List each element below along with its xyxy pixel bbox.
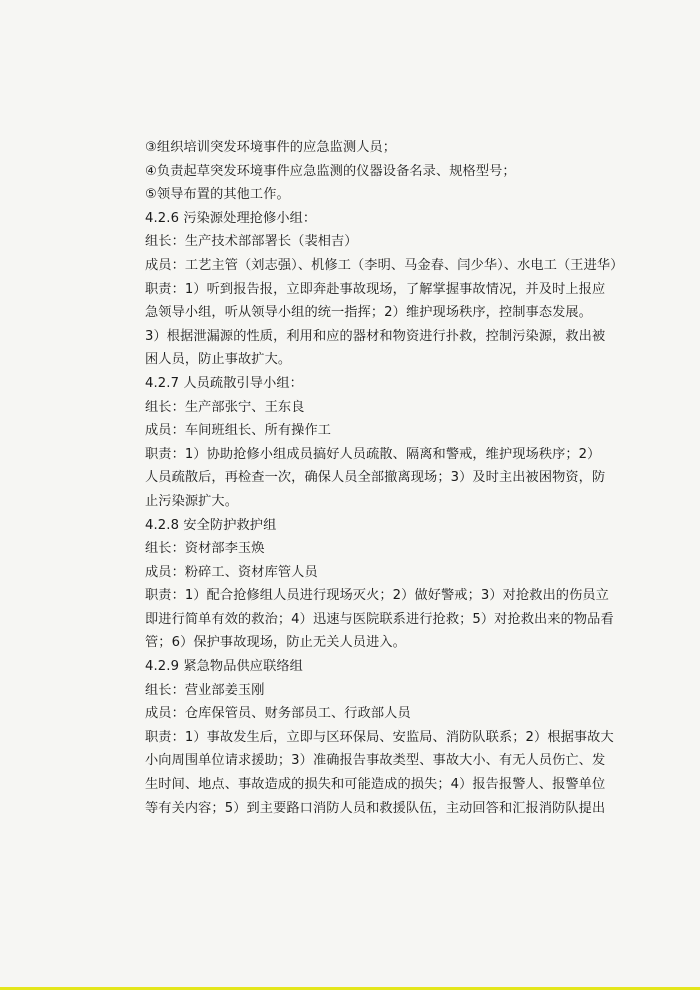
text-line: ③组织培训突发环境事件的应急监测人员； bbox=[145, 140, 397, 155]
text-line: 成员：仓库保管员、财务部员工、行政部人员 bbox=[145, 706, 411, 722]
text-line: 职责：1）协助抢修小组成员搞好人员疏散、隔离和警戒，维护现场秩序；2） bbox=[145, 446, 601, 462]
text-line: 组长：生产技术部部署长（裴相吉） bbox=[145, 234, 358, 250]
text-line: 4.2.8 安全防护救护组 bbox=[145, 517, 277, 533]
text-line: 小向周围单位请求援助；3）准确报告事故类型、事故大小、有无人员伤亡、发 bbox=[145, 753, 606, 769]
text-line: 成员：车间班组长、所有操作工 bbox=[145, 423, 332, 439]
text-line: 生时间、地点、事故造成的损失和可能造成的损失；4）报告报警人、报警单位 bbox=[145, 777, 606, 793]
text-line: 组长：生产部张宁、王东良 bbox=[145, 399, 305, 415]
text-line: 4.2.6 污染源处理抢修小组： bbox=[145, 210, 317, 226]
text-line: 成员：工艺主管（刘志强）、机修工（李明、马金春、闫少华）、水电工（王进华） bbox=[145, 257, 624, 273]
text-line: 管；6）保护事故现场，防止无关人员进入。 bbox=[145, 635, 406, 651]
text-line: 3）根据泄漏源的性质，利用和应的器材和物资进行扑救，控制污染源，救出被 bbox=[145, 328, 606, 344]
text-line: 急领导小组，听从领导小组的统一指挥；2）维护现场秩序，控制事态发展。 bbox=[145, 305, 592, 321]
text-line: 困人员，防止事故扩大。 bbox=[145, 352, 292, 368]
text-line: 职责：1）配合抢修组人员进行现场灭火；2）做好警戒；3）对抢救出的伤员立 bbox=[145, 588, 609, 604]
text-line: 4.2.9 紧急物品供应联络组 bbox=[145, 659, 303, 675]
text-line: 组长：营业部姜玉刚 bbox=[145, 682, 265, 698]
text-line: 即进行简单有效的救治；4）迅速与医院联系进行抢救；5）对抢救出来的物品看 bbox=[145, 611, 614, 627]
text-line: 人员疏散后，再检查一次，确保人员全部撤离现场；3）及时主出被困物资，防 bbox=[145, 470, 606, 486]
text-line: 组长：资材部李玉焕 bbox=[145, 541, 265, 557]
text-line: 等有关内容；5）到主要路口消防人员和救援队伍，主动回答和汇报消防队提出 bbox=[145, 800, 606, 816]
document-body bbox=[145, 136, 624, 820]
text-line: 止污染源扩大。 bbox=[145, 493, 239, 509]
text-line: 职责：1）事故发生后，立即与区环保局、安监局、消防队联系；2）根据事故大 bbox=[145, 729, 614, 745]
text-line: ⑤领导布置的其他工作。 bbox=[145, 187, 290, 203]
text-line: 4.2.7 人员疏散引导小组： bbox=[145, 375, 303, 391]
text-line: ④负责起草突发环境事件应急监测的仪器设备名录、规格型号； bbox=[145, 163, 516, 179]
text-line: 职责：1）听到报告报，立即奔赴事故现场，了解掌握事故情况，并及时上报应 bbox=[145, 281, 606, 297]
text-line: 成员：粉碎工、资材库管人员 bbox=[145, 564, 318, 580]
